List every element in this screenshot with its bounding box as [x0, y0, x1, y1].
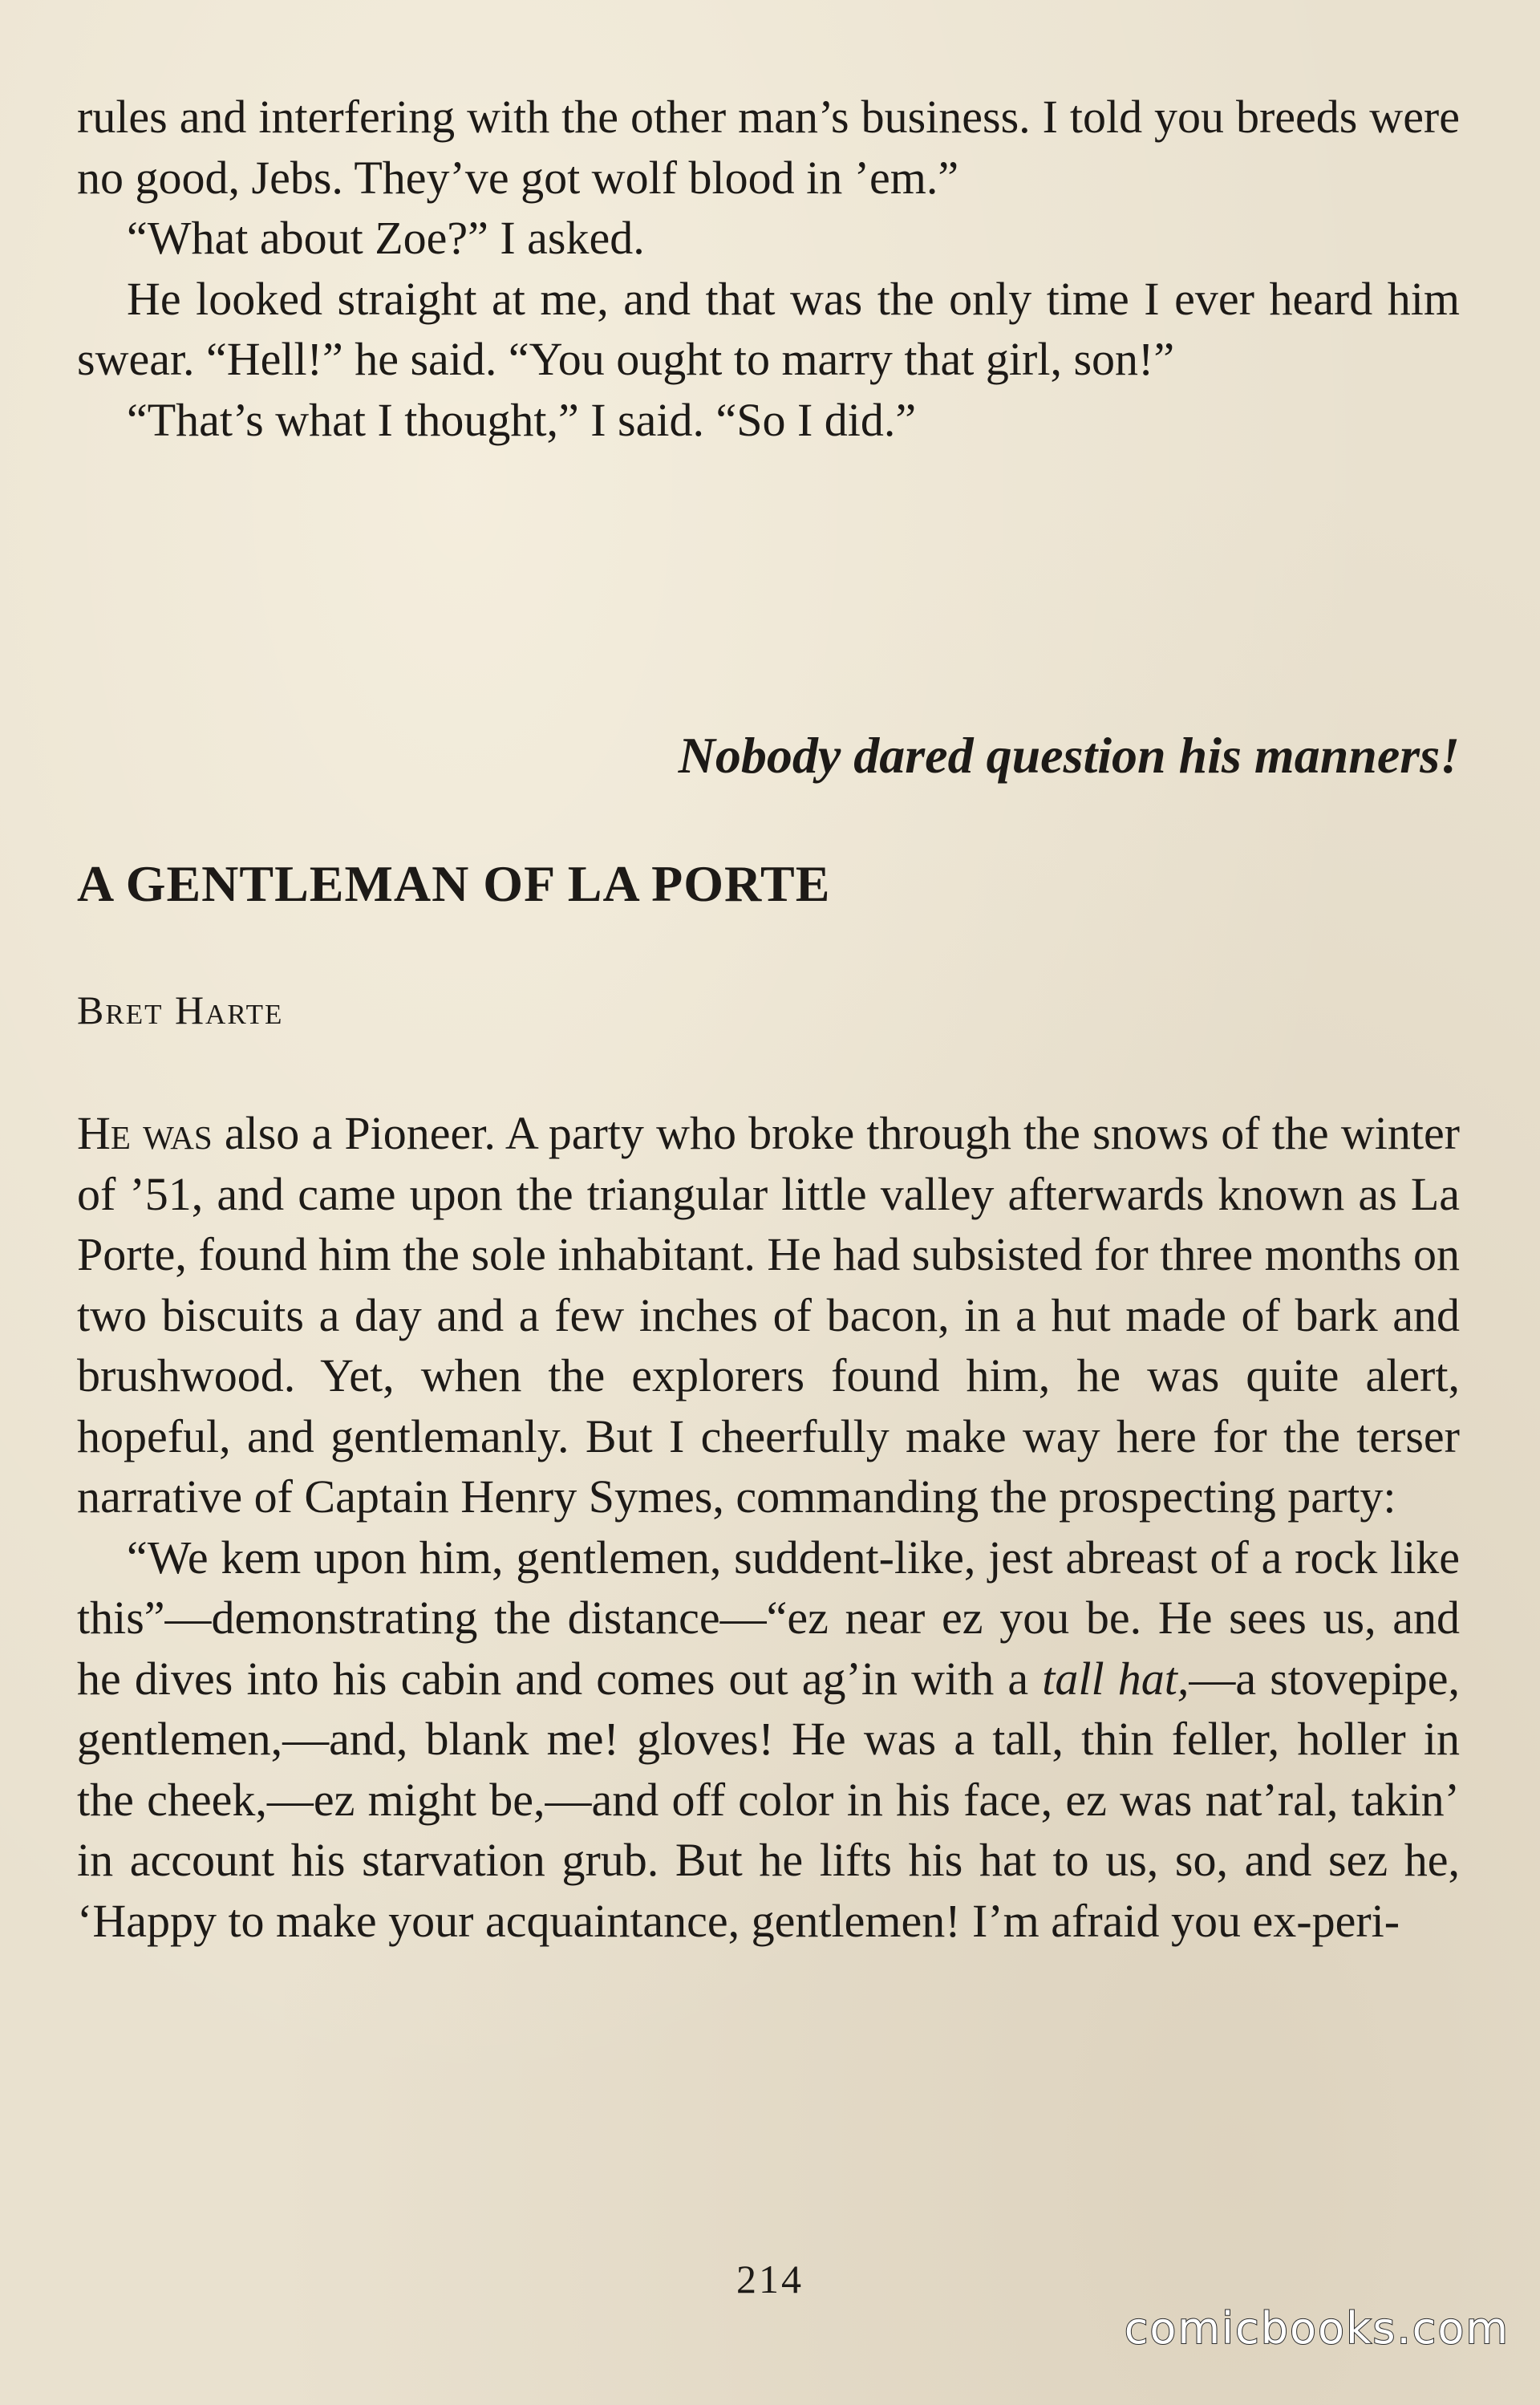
paragraph-text: also a Pioneer. A party who broke through the snows of the winter of ’51, and came upon the triangular little valley afterwards known as La Porte, found him the sole inhabitant. He had subsisted for three months on two biscuits a day and a few inches of bacon, in a hut made of bark and brushwood. Yet, when the explorers found him, he was quite alert, hopeful, and gentlemanly. But I cheerfully make way here for the terser narrative of Captain Henry Symes, commanding the prospecting party: — [77, 1107, 1460, 1523]
paragraph: He looked straight at me, and that was the only time I ever heard him swear. “Hell!” he said. “You ought to marry that girl, son!” — [77, 272, 1460, 385]
story-tagline: Nobody dared question his manners! — [678, 727, 1460, 784]
paragraph: “That’s what I thought,” I said. “So I did.” — [127, 393, 917, 446]
page-number: 214 — [736, 2257, 804, 2302]
quote-paragraph — [77, 1527, 1460, 1952]
opening-paragraph — [77, 1103, 1460, 1527]
quote-text-continued: —a stovepipe, gentlemen,—and, blank me! gloves! He was a tall, thin feller, holler in the cheek,—ez might be,—and off color in his face, ez was nat’ral, takin’ in account his starvation grub. But he lifts his hat to us, so, and sez he, ‘Happy to make your acquaintance, gentlemen! I’m afraid you ex-peri- — [77, 1652, 1460, 1947]
story-body — [77, 1103, 1460, 1951]
watermark-logo: comicbooks.com — [1124, 2303, 1510, 2354]
quote-text: “We kem upon him, gentlemen, suddent-like, jest abreast of a rock like this”—demonstrating the distance—“ez near ez you be. He sees us, and he dives into his cabin and comes out ag’in with a — [77, 1531, 1460, 1705]
quote-italic: tall hat, — [1042, 1652, 1189, 1705]
story-title: A GENTLEMAN OF LA PORTE — [77, 855, 831, 912]
story-author: Bret Harte — [77, 988, 284, 1032]
previous-story-ending — [77, 87, 1460, 450]
paragraph: rules and interfering with the other man’s business. I told you breeds were no good, Jebs. They’ve got wolf blood in ’em.” — [77, 91, 1460, 204]
paragraph: “What about Zoe?” I asked. — [127, 212, 645, 264]
opening-words: He was — [77, 1107, 213, 1159]
